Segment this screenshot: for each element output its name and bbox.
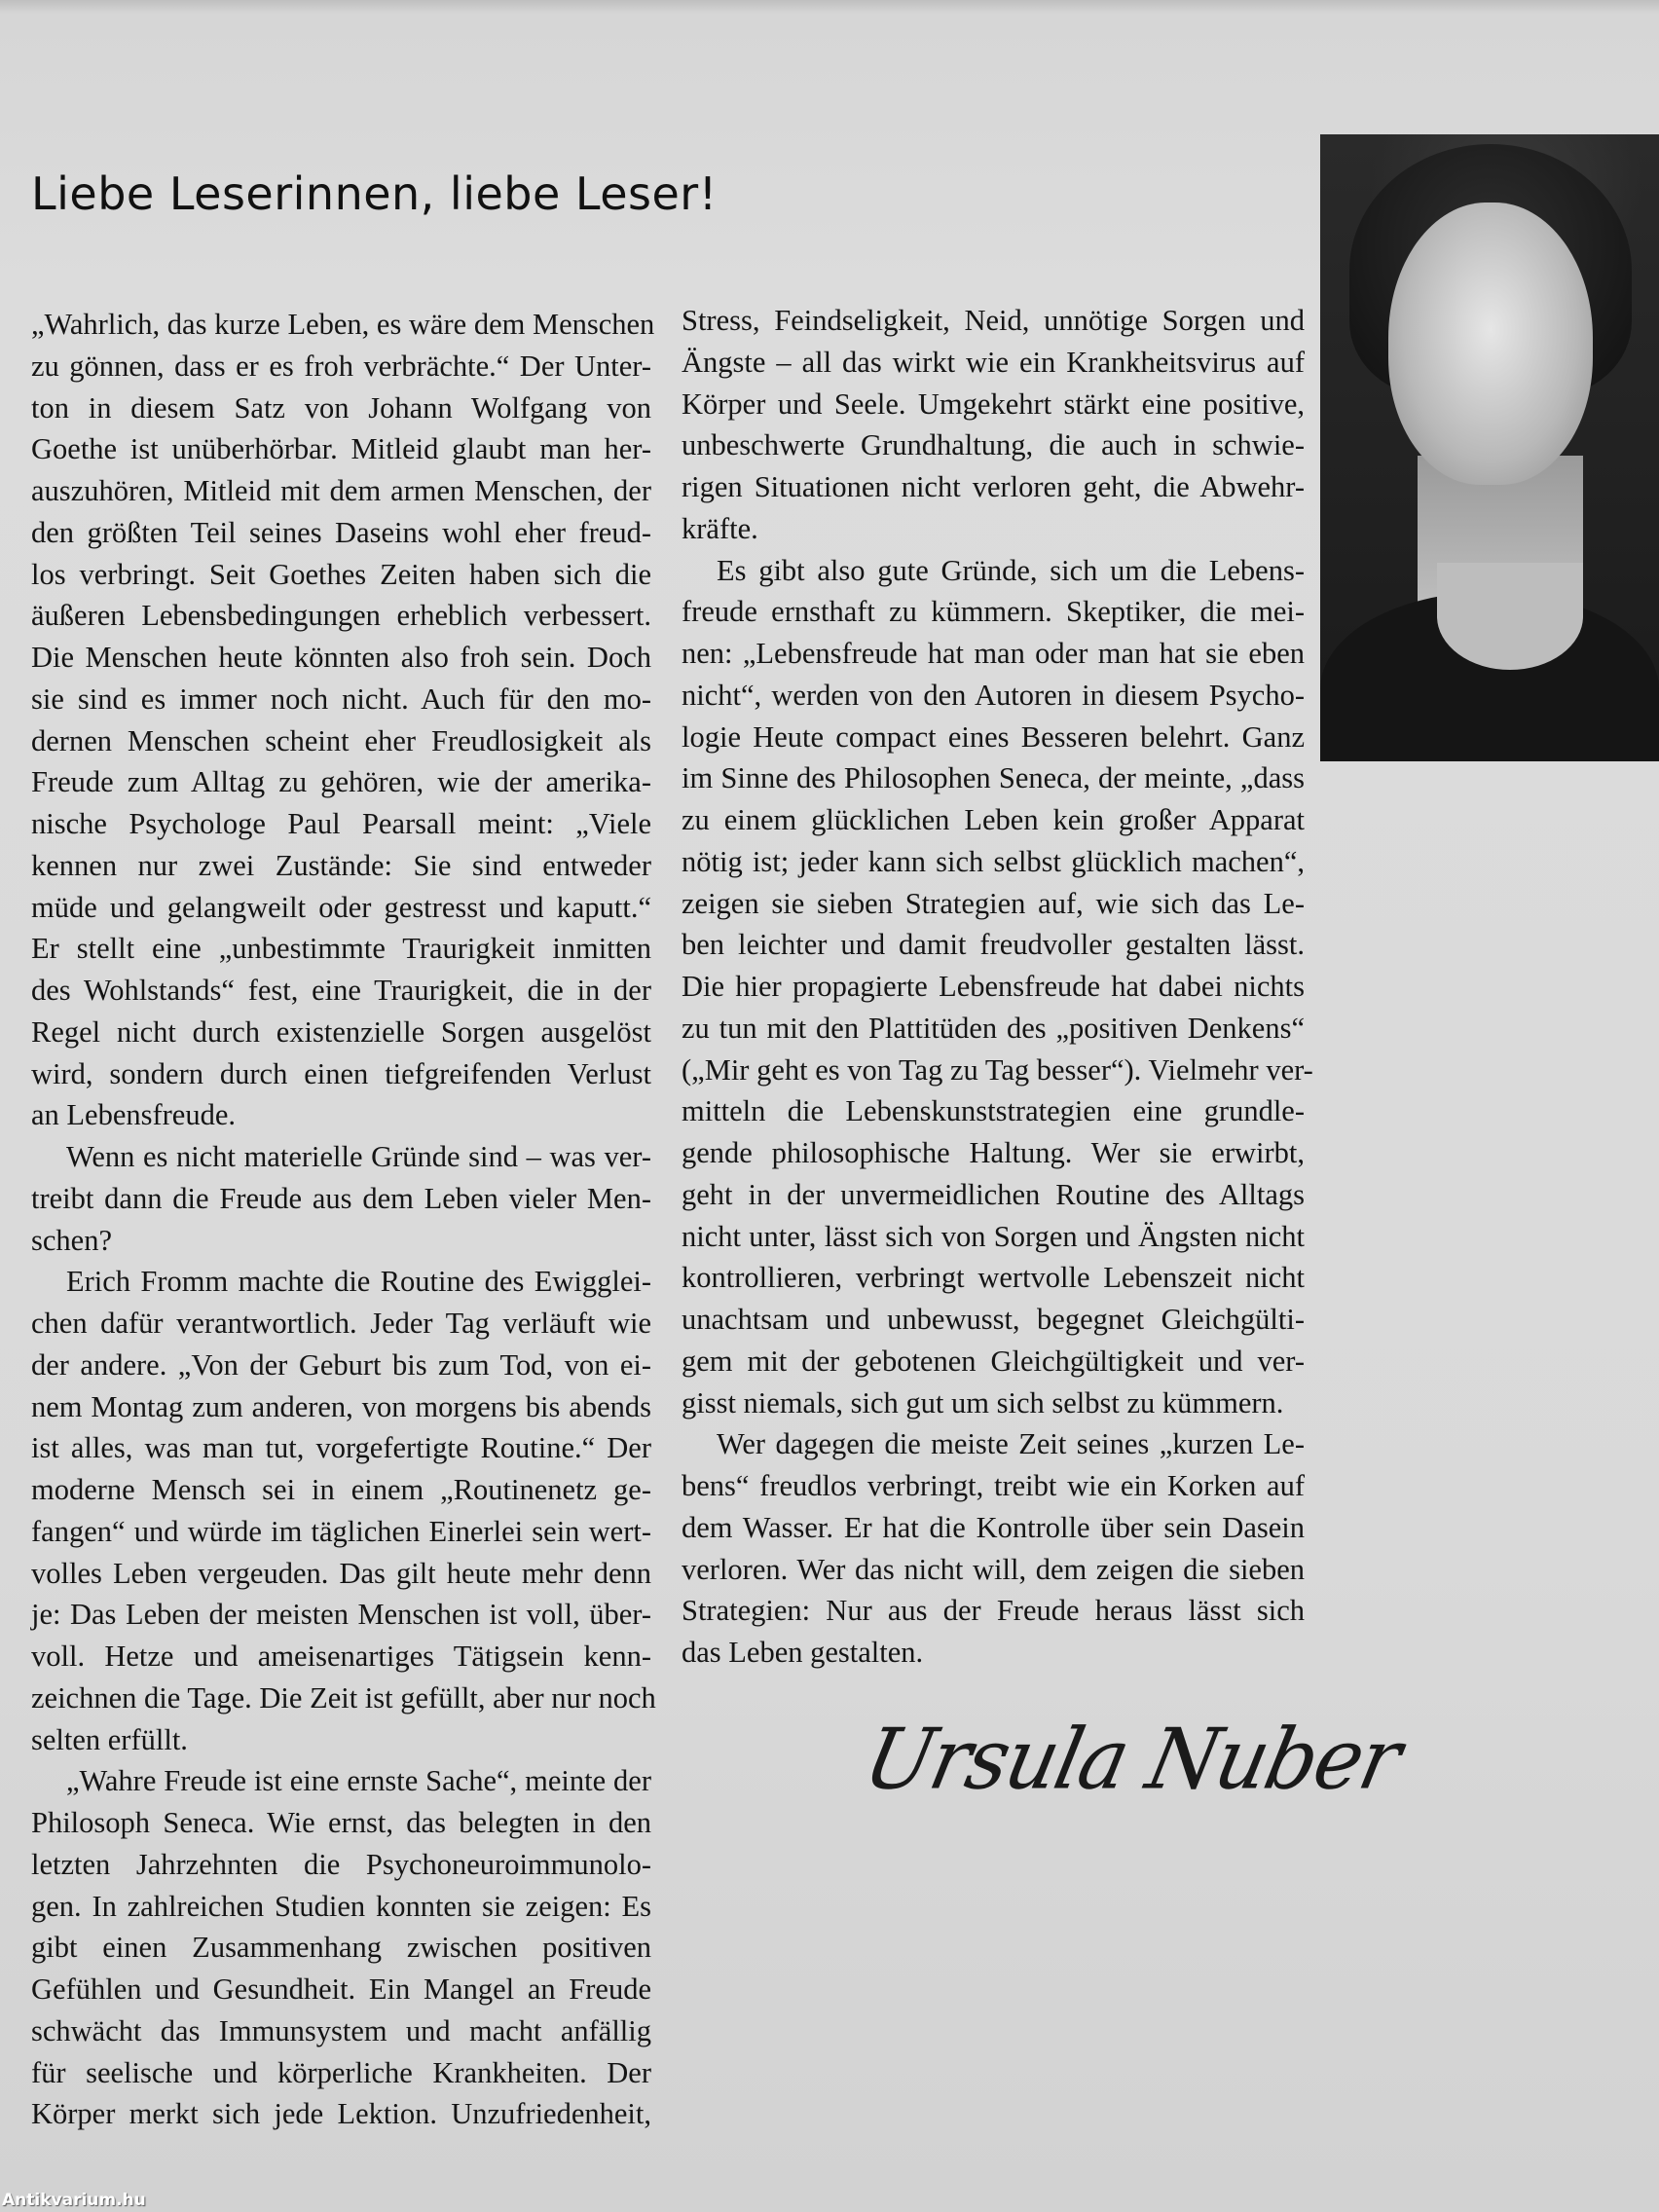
text-line: der andere. „Von der Geburt bis zum Tod, von ei- [31, 1347, 651, 1382]
text-line: im Sinne des Philosophen Seneca, der meinte, „dass [682, 761, 1305, 795]
text-line: unbeschwerte Grundhaltung, die auch in schwie- [682, 428, 1305, 462]
text-line: Philosoph Seneca. Wie ernst, das belegten in den [31, 1806, 651, 1839]
text-line: ist alles, was man tut, vorgefertigte Routine.“ Der [31, 1431, 651, 1465]
text-line: zu gönnen, dass er es froh verbrächte.“ Der Unter- [31, 349, 651, 383]
paragraph [31, 1760, 651, 2135]
text-line: kennen nur zwei Zustände: Sie sind entweder [31, 848, 651, 882]
paragraph [682, 300, 1305, 550]
author-signature: Ursula Nuber [856, 1711, 1408, 1809]
photo-face [1388, 203, 1593, 485]
text-line: den größten Teil seines Daseins wohl eher freud- [31, 515, 651, 549]
text-line: nen: „Lebensfreude hat man oder man hat sie eben [682, 637, 1305, 670]
author-photo [1320, 134, 1659, 761]
photo-chest [1437, 563, 1583, 670]
text-line: zu einem glücklichen Leben kein großer Apparat [682, 803, 1305, 836]
text-line: gibt einen Zusammenhang zwischen positiven [31, 1931, 651, 1965]
text-line: zu tun mit den Plattitüden des „positiven Denkens“ [682, 1011, 1305, 1045]
text-line: gem mit der gebotenen Gleichgültigkeit und ver- [682, 1344, 1305, 1378]
text-line: Er stellt eine „unbestimmte Traurigkeit inmitten [31, 932, 651, 966]
text-line: Erich Fromm machte die Routine des Ewigglei- [66, 1265, 651, 1299]
text-line: Wenn es nicht materielle Gründe sind – was ver- [66, 1140, 651, 1173]
text-line: Die Menschen heute könnten also froh sein. Doch [31, 641, 651, 674]
text-line: fangen“ und würde im täglichen Einerlei sein wert- [31, 1514, 651, 1548]
text-line: nicht unter, lässt sich von Sorgen und Ängsten nicht [682, 1219, 1305, 1253]
text-line: gisst niemals, sich gut um sich selbst zu kümmern. [682, 1385, 1284, 1419]
text-line: unachtsam und unbewusst, begegnet Gleichgülti- [682, 1303, 1305, 1336]
text-line: Stress, Feindseligkeit, Neid, unnötige Sorgen und [682, 304, 1305, 337]
text-line: moderne Mensch sei in einem „Routinenetz ge- [31, 1473, 651, 1506]
text-line: rigen Situationen nicht verloren geht, die Abwehr- [682, 470, 1305, 503]
text-line: Ängste – all das wirkt wie ein Krankheitsvirus auf [682, 345, 1305, 379]
paragraph [31, 304, 655, 1136]
text-line: Strategien: Nur aus der Freude heraus lässt sich [682, 1594, 1305, 1628]
text-line: je: Das Leben der meisten Menschen ist voll, über- [31, 1598, 651, 1632]
text-line: freude ernsthaft zu kümmern. Skeptiker, die mei- [682, 595, 1305, 629]
text-line: los verbringt. Seit Goethes Zeiten haben sich die [31, 557, 651, 591]
text-line: treibt dann die Freude aus dem Leben vieler Men- [31, 1181, 651, 1215]
text-line: nem Montag zum anderen, von morgens bis abends [31, 1389, 651, 1423]
text-line: Es gibt also gute Gründe, sich um die Lebens- [717, 553, 1305, 587]
text-line: für seelische und körperliche Krankheiten. Der [31, 2055, 651, 2089]
text-line: äußeren Lebensbedingungen erheblich verbessert. [31, 599, 651, 633]
paragraph [31, 1261, 656, 1760]
text-line: kräfte. [682, 511, 758, 545]
right-text-column [682, 300, 1313, 1674]
text-line: dem Wasser. Er hat die Kontrolle über sein Dasein [682, 1510, 1305, 1544]
text-line: volles Leben vergeuden. Das gilt heute mehr denn [31, 1556, 651, 1590]
paragraph [682, 550, 1313, 1424]
text-line: müde und gelangweilt oder gestresst und kaputt.“ [31, 890, 651, 924]
text-line: verloren. Wer das nicht will, dem zeigen die sieben [682, 1552, 1305, 1586]
text-line: gende philosophische Haltung. Wer sie erwirbt, [682, 1136, 1305, 1169]
text-line: Wer dagegen die meiste Zeit seines „kurzen Le- [717, 1427, 1305, 1461]
paragraph [31, 1136, 651, 1261]
text-line: geht in der unvermeidlichen Routine des Alltags [682, 1177, 1305, 1211]
text-line: gen. In zahlreichen Studien konnten sie zeigen: Es [31, 1889, 651, 1923]
text-line: Körper merkt sich jede Lektion. Unzufriedenheit, [31, 2097, 651, 2131]
text-line: dernen Menschen scheint eher Freudlosigkeit als [31, 723, 651, 757]
text-line: selten erfüllt. [31, 1722, 188, 1756]
text-line: voll. Hetze und ameisenartiges Tätigsein kenn- [31, 1640, 651, 1673]
text-line: („Mir geht es von Tag zu Tag besser“). Vielmehr ver- [682, 1052, 1313, 1087]
paragraph [682, 1423, 1305, 1674]
text-line: schen? [31, 1223, 112, 1257]
text-line: an Lebensfreude. [31, 1098, 237, 1132]
text-line: schwächt das Immunsystem und macht anfällig [31, 2013, 651, 2047]
text-line: logie Heute compact eines Besseren belehrt. Ganz [682, 719, 1305, 754]
text-line: das Leben gestalten. [682, 1636, 924, 1669]
text-line: wird, sondern durch einen tiefgreifenden Verlust [31, 1056, 651, 1090]
text-line: ben leichter und damit freudvoller gestalten lässt. [682, 928, 1305, 962]
text-line: auszuhören, Mitleid mit dem armen Menschen, der [31, 474, 651, 507]
text-line: „Wahre Freude ist eine ernste Sache“, meinte der [66, 1764, 651, 1798]
left-text-column [31, 304, 656, 2135]
text-line: des Wohlstands“ fest, eine Traurigkeit, die in der [31, 974, 651, 1007]
text-line: Freude zum Alltag zu gehören, wie der amerika- [31, 765, 651, 799]
text-line: Gefühlen und Gesundheit. Ein Mangel an Freude [31, 1972, 651, 2006]
watermark: Antikvarium.hu [2, 2191, 146, 2210]
text-line: letzten Jahrzehnten die Psychoneuroimmunolo- [31, 1847, 651, 1881]
text-line: bens“ freudlos verbringt, treibt wie ein Korken auf [682, 1469, 1305, 1502]
text-line: nische Psychologe Paul Pearsall meint: „Viele [31, 807, 651, 840]
text-line: kontrollieren, verbringt wertvolle Lebenszeit nicht [682, 1261, 1305, 1295]
text-line: nicht“, werden von den Autoren in diesem Psycho- [682, 678, 1305, 712]
text-line: Goethe ist unüberhörbar. Mitleid glaubt man her- [31, 432, 651, 466]
text-line: sie sind es immer noch nicht. Auch für den mo- [31, 682, 651, 716]
text-line: Körper und Seele. Umgekehrt stärkt eine positive, [682, 387, 1305, 421]
text-line: „Wahrlich, das kurze Leben, es wäre dem Menschen [31, 308, 655, 341]
text-line: ton in diesem Satz von Johann Wolfgang von [31, 390, 651, 424]
text-line: Regel nicht durch existenzielle Sorgen ausgelöst [31, 1014, 651, 1049]
text-line: chen dafür verantwortlich. Jeder Tag verläuft wie [31, 1307, 651, 1340]
text-line: zeigen sie sieben Strategien auf, wie sich das Le- [682, 886, 1305, 920]
page-title: Liebe Leserinnen, liebe Leser! [31, 167, 718, 220]
text-line: mitteln die Lebenskunststrategien eine grundle- [682, 1094, 1305, 1128]
text-line: zeichnen die Tage. Die Zeit ist gefüllt, aber nur noch [31, 1680, 656, 1714]
text-line: nötig ist; jeder kann sich selbst glücklich machen“, [682, 844, 1305, 878]
text-line: Die hier propagierte Lebensfreude hat dabei nichts [682, 970, 1305, 1003]
